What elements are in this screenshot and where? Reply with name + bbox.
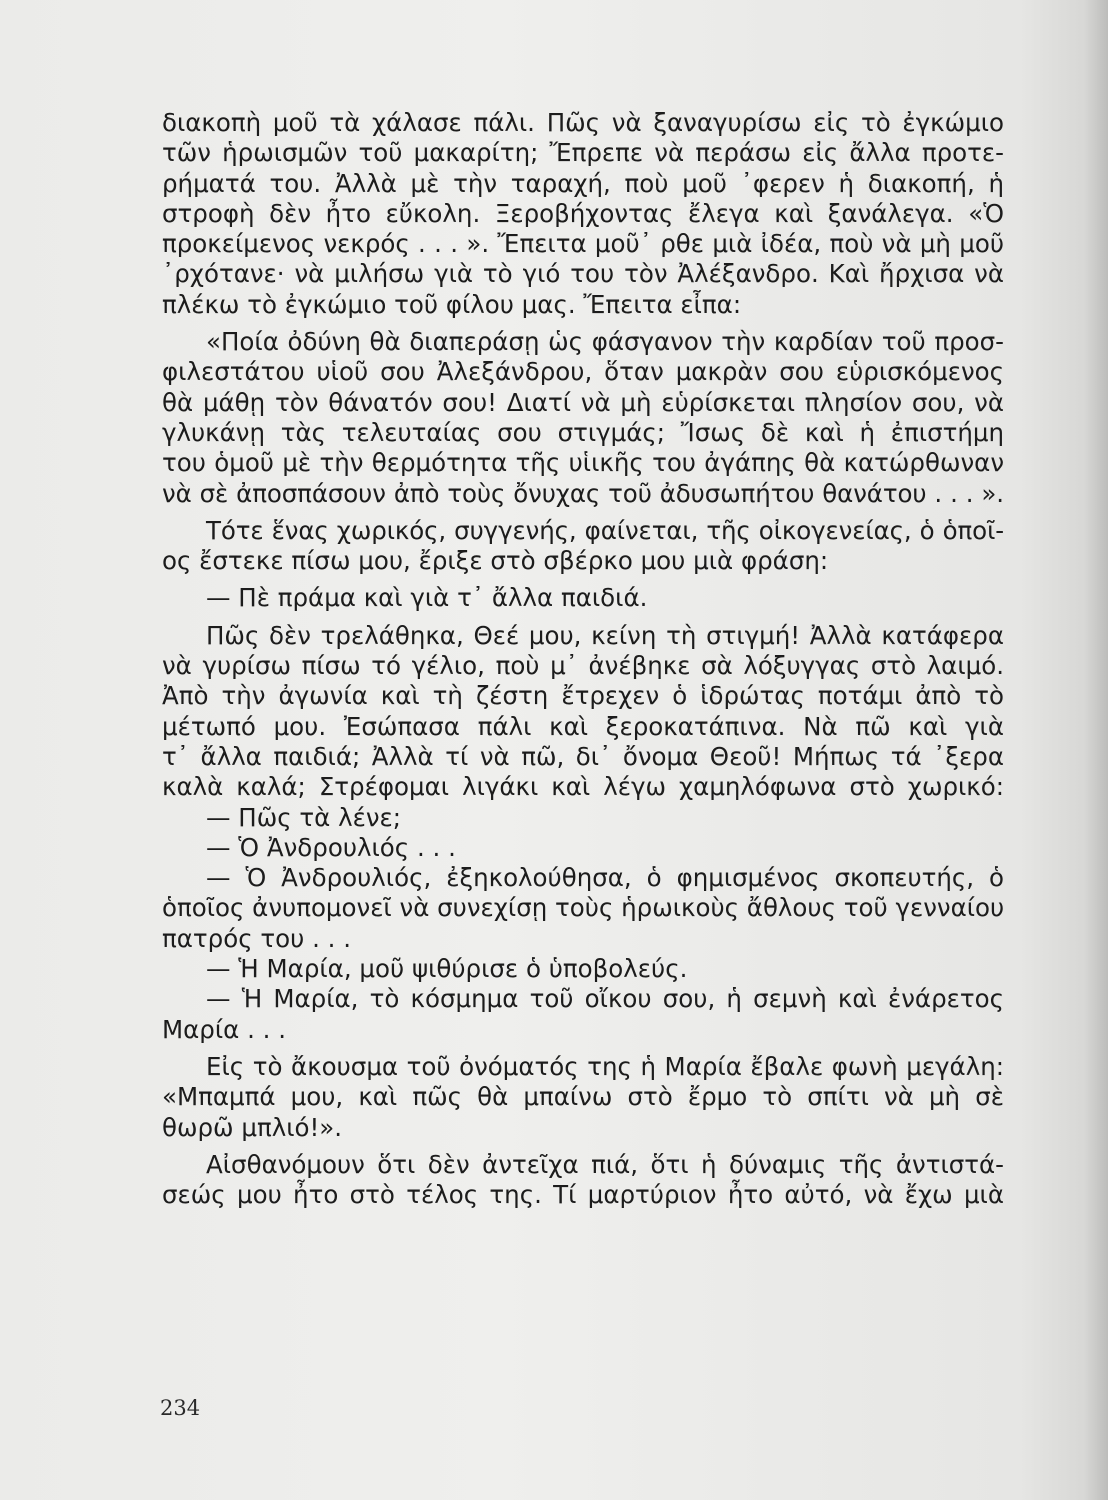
text-line: Ἀπὸ τὴν ἀγωνία καὶ τὴ ζέστη ἔτρεχεν ὁ ἱδρώτας ποτάμι ἀπὸ τὸ [162, 681, 1004, 711]
text-line: γλυκάνῃ τὰς τελευταίας σου στιγμάς; Ἴσως δὲ καὶ ἡ ἐπιστήμη [162, 417, 1004, 447]
text-line: Μαρία . . . [162, 1014, 287, 1044]
text-line: θωρῶ μπλιό!». [162, 1112, 343, 1142]
text-line: πατρός του . . . [162, 923, 352, 953]
text-line: τῶν ἡρωισμῶν τοῦ μακαρίτη; Ἔπρεπε νὰ περάσω εἰς ἄλλα προτε- [162, 138, 1004, 168]
text-line: Πῶς δὲν τρελάθηκα, Θεέ μου, κείνη τὴ στιγμή! Ἀλλὰ κατάφερα [206, 620, 1004, 650]
text-line: διακοπὴ μοῦ τὰ χάλασε πάλι. Πῶς νὰ ξαναγυρίσω εἰς τὸ ἐγκώμιο [162, 108, 1004, 137]
text-line: νὰ γυρίσω πίσω τό γέλιο, ποὺ μ᾽ ἀνέβηκε σὰ λόξυγγας στὸ λαιμό. [162, 651, 1004, 681]
text-line: φιλεστάτου υἱοῦ σου Ἀλεξάνδρου, ὅταν μακρὰν σου εὑρισκόμενος [162, 357, 1004, 387]
body-text [162, 108, 1004, 1210]
text-line: νὰ σὲ ἀποσπάσουν ἀπὸ τοὺς ὄνυχας τοῦ ἀδυσωπήτου θανάτου . . . ». [162, 478, 1004, 508]
text-line: «Μπαμπά μου, καὶ πῶς θὰ μπαίνω στὸ ἔρμο τὸ σπίτι νὰ μὴ σὲ [162, 1082, 1004, 1112]
dialogue-line: — Πὲ πράμα καὶ γιὰ τ᾽ ἄλλα παιδιά. [206, 583, 648, 613]
text-line: πλέκω τὸ ἐγκώμιο τοῦ φίλου μας. Ἔπειτα εἶπα: [162, 289, 742, 319]
text-line: στροφὴ δὲν ἦτο εὔκολη. Ξεροβήχοντας ἔλεγα καὶ ξανάλεγα. «Ὁ [162, 198, 1004, 228]
dialogue-line: — Ὁ Ἀνδρουλιός . . . [206, 832, 456, 862]
text-line: «Ποία ὀδύνη θὰ διαπεράσῃ ὡς φάσγανον τὴν καρδίαν τοῦ προσ- [206, 327, 1004, 357]
dialogue-line: — Πῶς τὰ λένε; [206, 802, 402, 832]
text-line: Τότε ἕνας χωρικός, συγγενής, φαίνεται, τῆς οἰκογενείας, ὁ ὁποῖ- [206, 515, 1004, 545]
dialogue-line: — Ὁ Ἀνδρουλιός, ἐξηκολούθησα, ὁ φημισμένος σκοπευτής, ὁ [206, 863, 1004, 893]
dialogue-line: — Ἡ Μαρία, μοῦ ψιθύρισε ὁ ὑποβολεύς. [206, 954, 688, 984]
text-line: προκείμενος νεκρός . . . ». Ἔπειτα μοῦ᾽ ρθε μιὰ ἰδέα, ποὺ νὰ μὴ μοῦ [162, 229, 1004, 259]
page-number: 234 [160, 1396, 201, 1420]
text-line: ρήματά του. Ἀλλὰ μὲ τὴν ταραχή, ποὺ μοῦ ᾽φερεν ἡ διακοπή, ἡ [162, 168, 1004, 198]
dialogue-line: — Ἡ Μαρία, τὸ κόσμημα τοῦ οἴκου σου, ἡ σεμνὴ καὶ ἐνάρετος [206, 984, 1004, 1014]
text-line: μέτωπό μου. Ἐσώπασα πάλι καὶ ξεροκατάπινα. Νὰ πῶ καὶ γιὰ [162, 711, 1004, 741]
text-line: θὰ μάθῃ τὸν θάνατόν σου! Διατί νὰ μὴ εὑρίσκεται πλησίον σου, νὰ [162, 387, 1004, 417]
text-line: ὁποῖος ἀνυπομονεῖ νὰ συνεχίσῃ τοὺς ἡρωικοὺς ἄθλους τοῦ γενναίου [162, 893, 1005, 923]
text-line: Εἰς τὸ ἄκουσμα τοῦ ὀνόματός της ἡ Μαρία ἔβαλε φωνὴ μεγάλη: [206, 1051, 1004, 1081]
text-line: καλὰ καλά; Στρέφομαι λιγάκι καὶ λέγω χαμηλόφωνα στὸ χωρικό: [162, 772, 1004, 802]
page-gutter-shadow [1084, 0, 1108, 1500]
text-line: ᾽ρχότανε· νὰ μιλήσω γιὰ τὸ γιό του τὸν Ἀλέξανδρο. Καὶ ἤρχισα νὰ [162, 259, 1004, 289]
text-line: σεώς μου ἦτο στὸ τέλος της. Τί μαρτύριον ἦτο αὐτό, νὰ ἔχω μιὰ [162, 1180, 1004, 1210]
text-line: Αἰσθανόμουν ὅτι δὲν ἀντεῖχα πιά, ὅτι ἡ δύναμις τῆς ἀντιστά- [206, 1149, 1004, 1179]
text-line: τ᾽ ἄλλα παιδιά; Ἀλλὰ τί νὰ πῶ, δι᾽ ὄνομα Θεοῦ! Μήπως τά ᾽ξερα [162, 741, 1004, 771]
text-line: του ὁμοῦ μὲ τὴν θερμότητα τῆς υἱικῆς του ἀγάπης θὰ κατώρθωναν [162, 448, 1004, 478]
text-line: ος ἔστεκε πίσω μου, ἔριξε στὸ σβέρκο μου μιὰ φράση: [162, 546, 829, 576]
